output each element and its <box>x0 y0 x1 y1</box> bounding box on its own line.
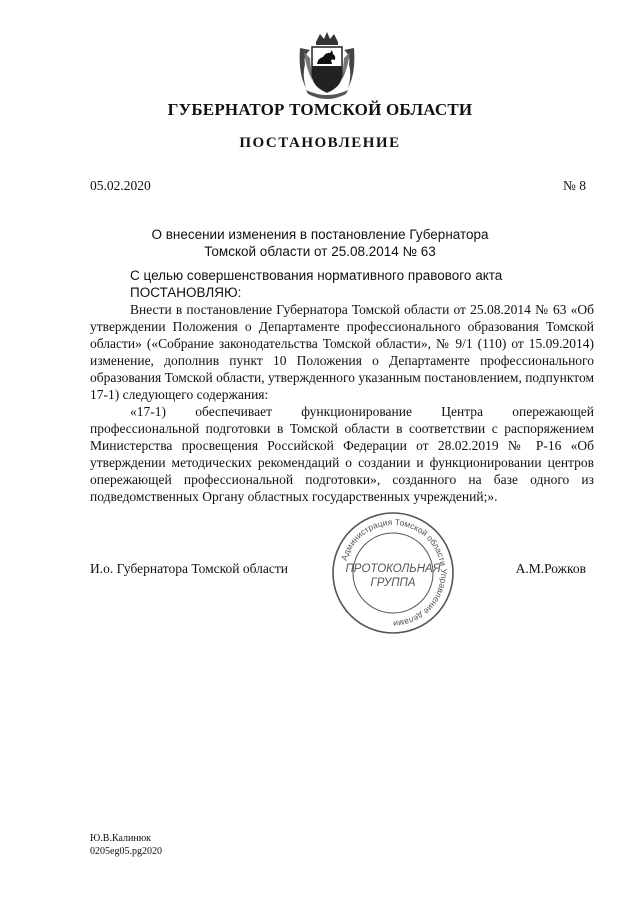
purpose-line: С целью совершенствования нормативного правового акта <box>130 268 503 283</box>
coat-of-arms-emblem <box>296 28 358 102</box>
document-subject <box>0 226 640 260</box>
stamp-center-line-2: ГРУППА <box>370 577 416 589</box>
subject-line-1: О внесении изменения в постановление Губернатора <box>151 227 489 242</box>
official-stamp <box>330 510 456 636</box>
signatory-position: И.о. Губернатора Томской области <box>90 561 288 576</box>
resolve-heading: ПОСТАНОВЛЯЮ: <box>130 285 242 300</box>
document-body <box>90 267 594 505</box>
subject-line-2: Томской области от 25.08.2014 № 63 <box>204 244 436 259</box>
doc-type-title: ПОСТАНОВЛЕНИЕ <box>239 135 401 151</box>
stamp-center-line-1: ПРОТОКОЛЬНАЯ <box>345 563 441 575</box>
body-paragraph-2: «17-1) обеспечивает функционирование Центра опережающей профессиональной подготовки в Томской области в соответствии с распоряжением Министерства просвещения Российской Федерации от 28.02.2019 № Р-16 «Об утверждении методических рекомендаций о создании и функционировании центров опережающей профессиональной подготовки», созданного на базе одного из подведомственных Органу областных государственных учреждений;». <box>90 404 594 504</box>
executor-block <box>90 832 162 858</box>
signatory-name: А.М.Рожков <box>515 561 586 576</box>
stamp-ring-text: Администрация Томской области Управление делами <box>338 516 450 630</box>
body-paragraph-1: Внести в постановление Губернатора Томской области от 25.08.2014 № 63 «Об утверждении Положения о Департаменте профессионального образования Томской области» («Собрание законодательства Томской области», № 9/1 (110) от 15.09.2014) изменение, дополнив пункт 10 Положения о Департаменте профессионального образования Томской области, утвержденного указанным постановлением, подпунктом 17-1) следующего содержания: <box>90 302 594 402</box>
document-date: 05.02.2020 <box>90 178 151 193</box>
file-code: 0205eg05.pg2020 <box>90 846 162 857</box>
document-number: № 8 <box>562 178 586 193</box>
executor-name: Ю.В.Калинюк <box>90 833 152 844</box>
org-title: ГУБЕРНАТОР ТОМСКОЙ ОБЛАСТИ <box>167 100 473 119</box>
